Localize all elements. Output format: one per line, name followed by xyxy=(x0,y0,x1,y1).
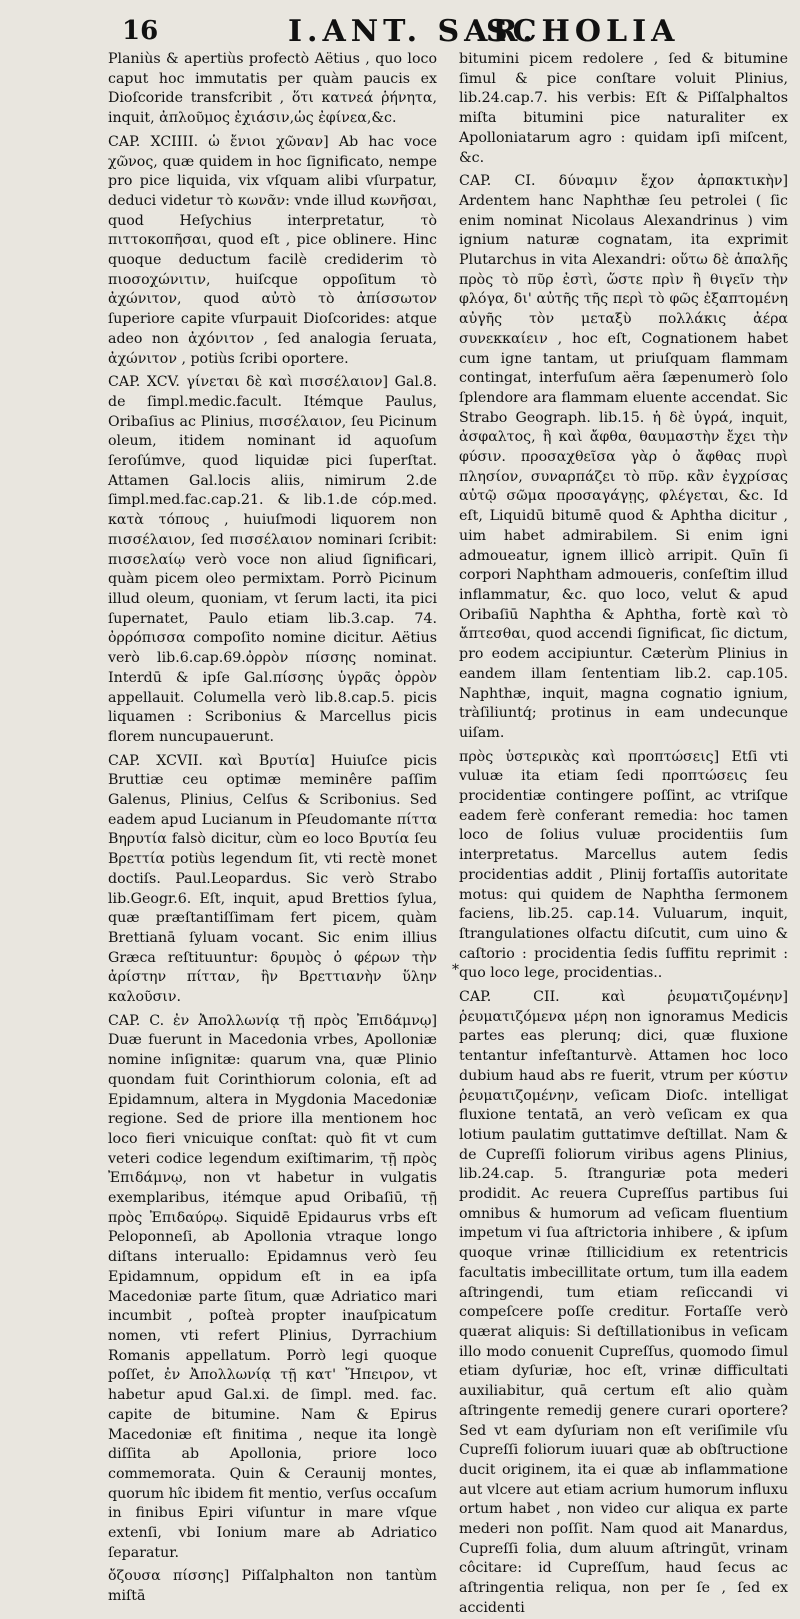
running-title-author: I.ANT. SAR. xyxy=(288,14,538,49)
paragraph: CAP. XCIIII. ὡ ἔνιοι χῶναν] Ab hac voce χῶνος, quæ quidem in hoc ſignificato, nempe pro pice liquida, vix vſquam alibi vſurpatur, deduci videtur τὸ κωνᾶν: vnde illud κωνῆσαι, quod Heſychius interpretatur, τὸ πιττοκοπῆσαι, quod eſt , pice oblinere. Hinc quoque deductum facilè crediderim τὸ πιοσοχώνιτιν, huiſcque oppoſitum τὸ ἀχώνιτον, quod αὐτὸ τὸ ἀπίσσωτον ſuperiore capite vſurpauit Dioſcorides: atque adeo non ἀχόνιτον , ſed analogia ſeruata, ἀχώνιτον , potiùs ſcribi oportere. xyxy=(108,133,437,367)
text-columns xyxy=(108,50,788,1616)
paragraph: Planiùs & apertiùs profectò Aëtius , quo loco caput hoc immutatis per quàm paucis ex Dioſcoride transfcribit , ὅτι κατνεά ῥήνητα, inquit, ἀπλοῦμος ἐχιάσιν,ὡς ἐφίνεα,&c. xyxy=(108,51,437,127)
paragraph: CAP. XCV. γίνεται δὲ καὶ πισσέλαιον] Gal.8. de ſimpl.medic.facult. Itémque Paulus, Oribaſius ac Plinius, πισσέλαιον, ſeu Picinum oleum, itidem nominant id aquoſum ſeroſúmve, quod liquidæ pici ſuperſtat. Attamen Gal.locis aliis, nimirum 2.de ſimpl.med.fac.cap.21. & lib.1.de cóp.med. κατὰ τόπους , huiuſmodi liquorem non πισσέλαιον, ſed πισσέλαιον nominari ſcribit: πισσελαίῳ verò voce non aliud ſignificari, quàm picem oleo permixtam. Porrò Picinum illud oleum, quoniam, vt ſerum lacti, ita pici ſupernatet, Paulo etiam lib.3.cap. 74. ὀρρόπισσα compoſito nomine dicitur. Aëtius verò lib.6.cap.69.ὀρρὸν πίσσης nominat. Interdū & ipſe Gal.πίσσης ὑγρᾶς ὀρρὸν appellauit. Columella verò lib.8.cap.5. picis liquamen : Scribonius & Marcellus picis florem nuncupauerunt. xyxy=(108,374,437,745)
paragraph: CAP. CII. καὶ ῥευματιζομένην] ῥευματιζόμενα μέρη non ignoramus Medicis partes eas plerunq; dici, quæ fluxione tentantur infeſtanturvè. Attamen hoc loco dubium haud abs re fuerit, vtrum per κύστιν ῥευματιζομένην, veſicam Dioſc. intelligat fluxione tentatā, an verò veſicam ex qua lotium paulatim guttatimve deſtillat. Nam & de Cupreſſi foliorum viribus agens Plinius, lib.24.cap. 5. ſtranguriæ pota mederi prodidit. Ac reuera Cupreſſus partibus ſui omnibus & humorum ad veſicam fluentium impetum vi ſua aſtrictoria inhibere , & ipſum quoque vrinæ ſtillicidium ex retentricis facultatis imbecillitate ortum, tum illa eadem aſtringendi, tum etiam reſiccandi vi compeſcere poſſe creditur. Fortaſſe verò quærat aliquis: Si deſtillationibus in veſicam illo modo conuenit Cupreſſus, quomodo ſimul etiam dyſuriæ, hoc eſt, vrinæ difficultati auxiliabitur, quā certum eſt alio quàm aſtringente remedij genere curari oportere? Sed vt eam dyſuriam non eſt veriſimile vſu Cupreſſi foliorum iuuari quæ ab obſtructione ducit originem, ita ei quæ ab inflammatione aut vlcere aut etiam acrium humorum influxu ortum habet , non video cur aliqua ex parte mederi non poſſit. Nam quod ait Manardus, Cupreſſi folia, dum aluum aſtringūt, vrinam côcitare: id Cupreſſum, haud ſecus ac aſtringentia reliqua, non per ſe , ſed ex accidenti xyxy=(459,989,788,1616)
paragraph: ὄζουσα πίσσης] Piſſalphalton non tantùm miſtā xyxy=(108,1568,437,1605)
paragraph: CAP. C. ἐν Ἀπολλωνίᾳ τῇ πρὸς Ἐπιδάμνῳ] Duæ fuerunt in Macedonia vrbes, Apolloniæ nomine inſignitæ: quarum vna, quæ Plinio quondam fuit Corinthiorum colonia, eſt ad Epidamnum, altera in Mygdonia Macedoniæ regione. Sed de priore illa mentionem hoc loco fieri vnicuique conſtat: quò fit vt cum veteri codice legendum exiſtimarim, τῇ πρὸς Ἐπιδάμνῳ, non vt habetur in vulgatis exemplaribus, itémque apud Oribaſiū, τῇ πρὸς Ἐπιδαύρῳ. Siquidē Epidaurus vrbs eſt Peloponneſi, ab Apollonia vtraque longo diſtans interuallo: Epidamnus verò ſeu Epidamnum, oppidum eſt in ea ipſa Macedoniæ parte ſitum, quæ Adriatico mari incumbit , poſteà propter inauſpicatum nomen, vti refert Plinius, Dyrrachium Romanis appellatum. Porrò legi quoque poſſet, ἐν Ἀπολλωνίᾳ τῇ κατ' Ἤπειρον, vt habetur apud Gal.xi. de ſimpl. med. fac. capite de bitumine. Nam & Epirus Macedoniæ eſt finitima , neque ita longè diſſita ab Apollonia, priore loco commemorata. Quin & Ceraunij montes, quorum hîc ibidem fit mentio, verſus occaſum in finibus Epiri viſuntur in mare vſque extenſi, vbi Ionium mare ab Adriatico ſeparatur. xyxy=(108,1012,437,1561)
running-header xyxy=(18,14,788,54)
margin-mark: * xyxy=(452,962,459,978)
page-number: 16 xyxy=(122,16,159,46)
left-column xyxy=(108,50,437,1605)
running-title-scholia: SCHOLIA xyxy=(486,14,680,49)
paragraph: CAP. CI. δύναμιν ἔχον ἀρπακτικὴν] Ardentem hanc Naphthæ ſeu petrolei ( ſic enim nominat Nicolaus Alexandrinus ) vim ignium naturæ cognatam, ita exprimit Plutarchus in vita Alexandri: οὕτω δὲ ἁπαλῆς πρὸς τὸ πῦρ ἐστὶ, ὥστε πρὶν ἢ θιγεῖν τὴν φλόγα, δι' αὐτῆς τῆς περὶ τὸ φῶς ἐξαπτομένη αὐγῆς τὸν μεταξὺ πολλάκις ἀέρα συνεκκαίειν , hoc eſt, Cognationem habet cum igne tantam, ut priuſquam flammam contingat, interfuſum aëra ſæpenumerò ſolo ſplendore ara flammam eluente accendat. Sic Strabo Geograph. lib.15. ἡ δὲ ὑγρά, inquit, ἀσφαλτος, ἣ καὶ ἄφθα, θαυμαστὴν ἔχει τὴν φύσιν. προσαχθεῖσα γὰρ ὁ ἄφθας πυρὶ πλησίον, συναρπάζει τὸ πῦρ. κἂν ἐγχρίσας αὐτῷ σῶμα προσαγάγῃς, φλέγεται, &c. Id eſt, Liquidū bitumē quod & Aphtha dicitur , uim habet admirabilem. Si enim igni admoueatur, ignem illicò arripit. Quīn ſi corpori Naphtham admoueris, conſeſtim illud inflammatur, &c. quo loco, velut & apud Oribaſiū Naphtha & Aphtha, fortè καὶ τὸ ἄπτεσθαι, quod accendi ſignificat, ſic dictum, pro eodem accipiuntur. Cæterùm Plinius in eandem illam ſententiam lib.2. cap.105. Naphthæ, inquit, magna cognatio ignium, tràſiliuntq́; protinus in eam undecunque uiſam. xyxy=(459,173,788,741)
paragraph: CAP. XCVII. καὶ Βρυτία] Huiuſce picis Bruttiæ ceu optimæ meminêre paſſim Galenus, Plinius, Celſus & Scribonius. Sed eadem apud Lucianum in Pſeudomante πίττα Βηρυτία falsò dicitur, cùm eo loco Βρυτία ſeu Βρεττία potiùs legendum ſit, vti rectè monet doctiſs. Paul.Leopardus. Sic verò Strabo lib.Geogr.6. Eſt, inquit, apud Brettios ſylua, quæ præſtantiſſimam fert picem, quàm Brettianā ſyluam vocant. Sic enim illius Græca reſtituuntur: δρυμὸς ὁ φέρων τὴν ἀρίστην πίτταν, ἣν Βρεττιανὴν ὕλην καλοῦσιν. xyxy=(108,752,437,1006)
paragraph: bitumini picem redolere , ſed & bitumine ſimul & pice conſtare voluit Plinius, lib.24.cap.7. his verbis: Eſt & Piſſalphaltos miſta bitumini pice naturaliter ex Apolloniatarum agro : quidam ipſi miſcent, &c. xyxy=(459,51,788,166)
right-column xyxy=(459,50,788,1616)
paragraph: πρὸς ὑστερικὰς καὶ προπτώσεις] Etſi vti vuluæ ita etiam ſedi προπτώσεις ſeu procidentiæ contingere poſſint, ac vtriſque eadem ferè conferant remedia: hoc tamen loco de ſolius vuluæ procidentiis ſum interpretatus. Marcellus autem ſedis procidentias addit , Plinij fortaſſis autoritate motus: qui quidem de Naphtha ſermonem faciens, lib.25. cap.14. Vuluarum, inquit, ſtrangulationes olfactu diſcutit, cum uino & caſtorio : procidentia ſedis ſuffitu reprimit : quo loco lege, procidentias.. xyxy=(459,748,788,982)
